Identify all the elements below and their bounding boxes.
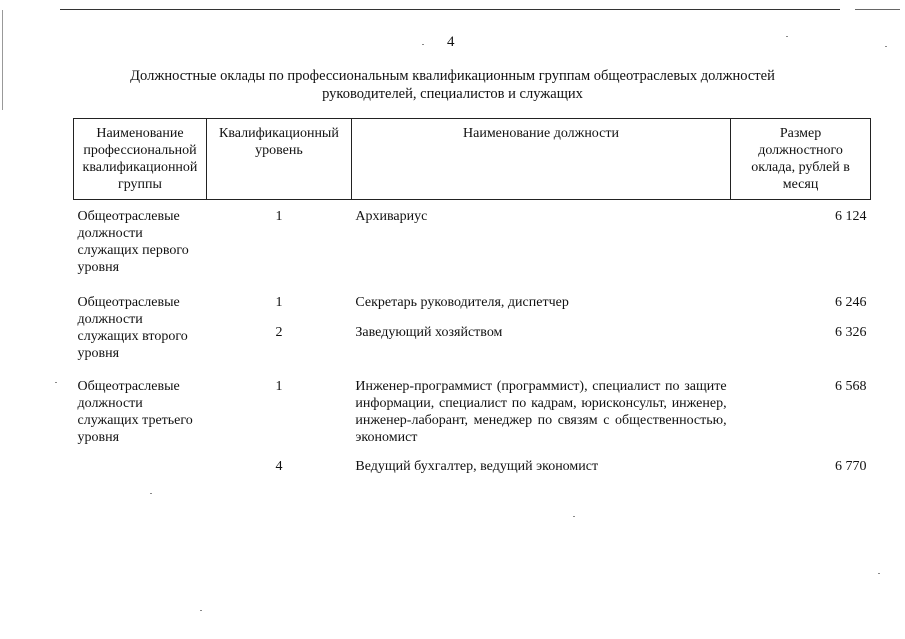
cell-position: Инженер-программист (программист), специалист по защите информации, специалист по кадрам, юрисконсульт, инженер, инженер-лаборант, менеджер по связям с общественностью, экономист [355,379,727,445]
header-group: Наименование профессиональной квалификационной группы [74,119,207,200]
page-number: 4 [447,34,455,50]
header-position: Наименование должности [351,119,730,200]
cell-level: 4 [275,459,283,474]
scan-speck [55,382,57,383]
scan-speck [422,44,424,45]
cell-salary: 6 246 [835,295,867,310]
cell-salary: 6 326 [835,325,867,340]
scan-speck [885,46,887,47]
cell-position: Заведующий хозяйством [355,325,503,340]
cell-level: 1 [275,209,283,224]
cell-salary: 6 770 [835,459,867,474]
cell-group [74,452,207,475]
table-row [74,452,871,475]
scan-speck [200,610,202,611]
table-row [74,284,871,322]
document-title [80,67,825,103]
cell-level: 1 [275,379,283,394]
top-border-line [60,9,840,10]
cell-position: Ведущий бухгалтер, ведущий экономист [355,459,599,474]
title-line-1: Должностные оклады по профессиональным квалификационным группам общеотраслевых должностей [130,68,775,84]
cell-position: Секретарь руководителя, диспетчер [355,295,569,310]
cell-salary: 6 124 [835,209,867,224]
cell-group: Общеотраслевые должности служащих третьего уровня [77,379,193,445]
title-line-2: руководителей, специалистов и служащих [322,86,583,102]
scan-speck [786,36,788,37]
scan-speck [150,493,152,494]
cell-position: Архивариус [355,209,428,224]
top-border-line-right [855,9,900,10]
left-edge-line [2,10,3,110]
header-level: Квалификационный уровень [206,119,351,200]
cell-group: Общеотраслевые должности служащих второго уровня [77,295,188,361]
cell-level: 2 [275,325,283,340]
scan-speck [573,516,575,517]
cell-salary: 6 568 [835,379,867,394]
salary-table [73,118,871,475]
table-row [74,368,871,452]
cell-level: 1 [275,295,283,310]
cell-group: Общеотраслевые должности служащих первого уровня [77,209,189,275]
scan-speck [878,573,880,574]
table-header-row [74,119,871,200]
table-row [74,200,871,285]
header-salary: Размер должностного оклада, рублей в месяц [731,119,871,200]
